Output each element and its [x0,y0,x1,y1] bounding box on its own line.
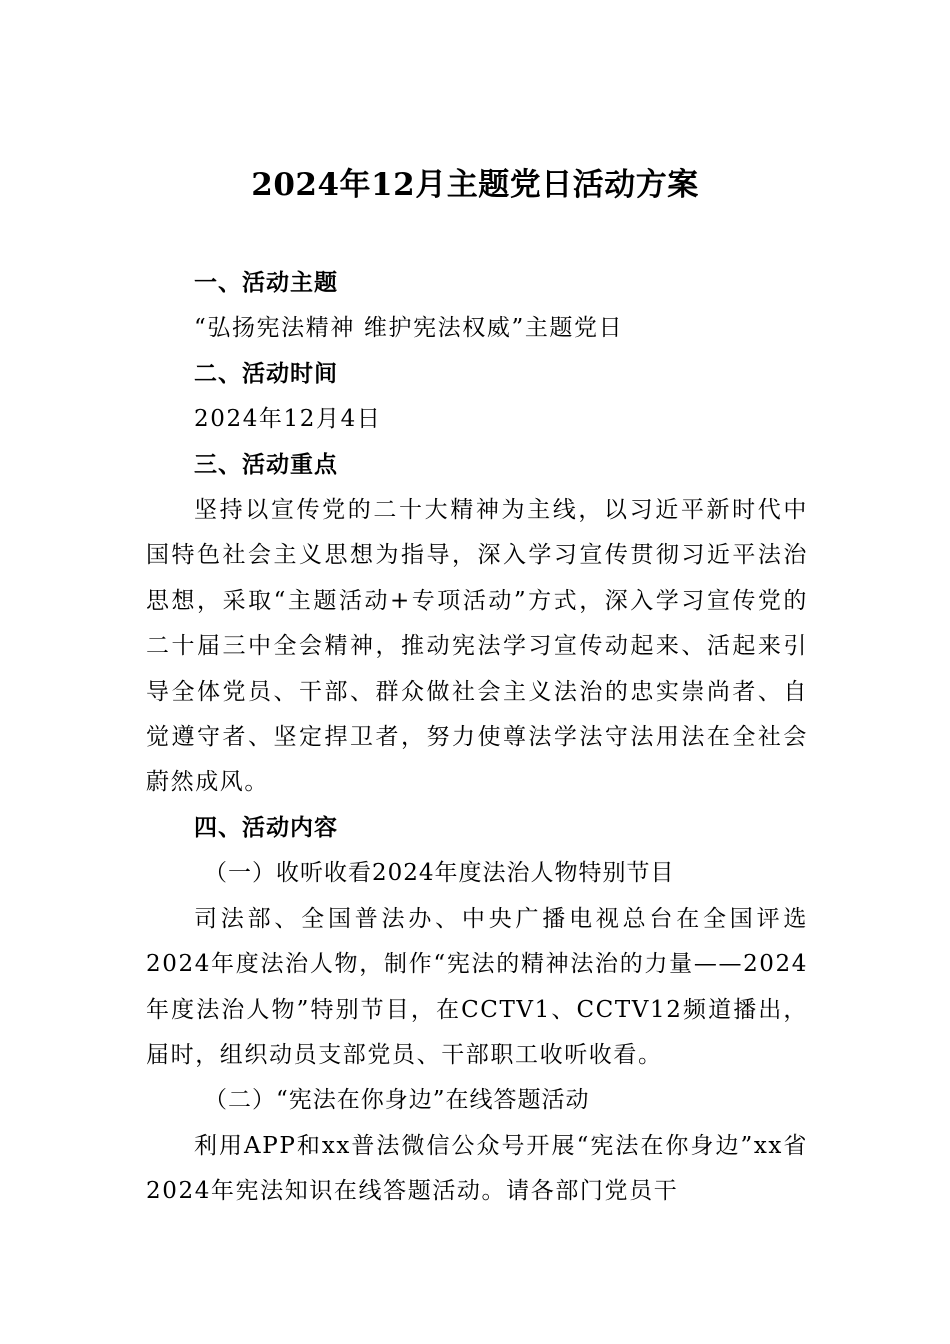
section-heading-theme: 一、活动主题 [194,270,338,296]
section-text-focus: 坚持以宣传党的二十大精神为主线，以习近平新时代中国特色社会主义思想为指导，深入学习宣传贯彻习近平法治思想，采取“主题活动+专项活动”方式，深入学习宣传党的二十届三中全会精神，推动宪法学习宣传动起来、活起来引导全体党员、干部、群众做社会主义法治的忠实崇尚者、自觉遵守者、坚定捍卫者，努力使尊法学法守法用法在全社会蔚然成风。 [146,497,808,796]
section-heading-focus: 三、活动重点 [194,451,338,478]
document-title: 2024年12月主题党日活动方案 [251,167,699,203]
section-heading-time: 二、活动时间 [194,360,338,387]
section-heading-content: 四、活动内容 [194,814,338,841]
section-text-theme: “弘扬宪法精神 维护宪法权威”主题党日 [194,315,624,342]
document-body [146,261,808,1215]
subsection-heading-1: （一）收听收看2024年度法治人物特别节目 [204,860,675,887]
subsection-text-2: 利用APP和xx普法微信公众号开展“宪法在你身边”xx省2024年宪法知识在线答题活动。请各部门党员干 [146,1132,808,1205]
subsection-text-1: 司法部、全国普法办、中央广播电视总台在全国评选2024年度法治人物，制作“宪法的精神法治的力量——2024年度法治人物”特别节目，在CCTV1、CCTV12频道播出，届时，组织动员支部党员、干部职工收听收看。 [146,905,808,1068]
subsection-heading-2: （二）“宪法在你身边”在线答题活动 [204,1087,590,1114]
section-text-time: 2024年12月4日 [194,406,382,433]
